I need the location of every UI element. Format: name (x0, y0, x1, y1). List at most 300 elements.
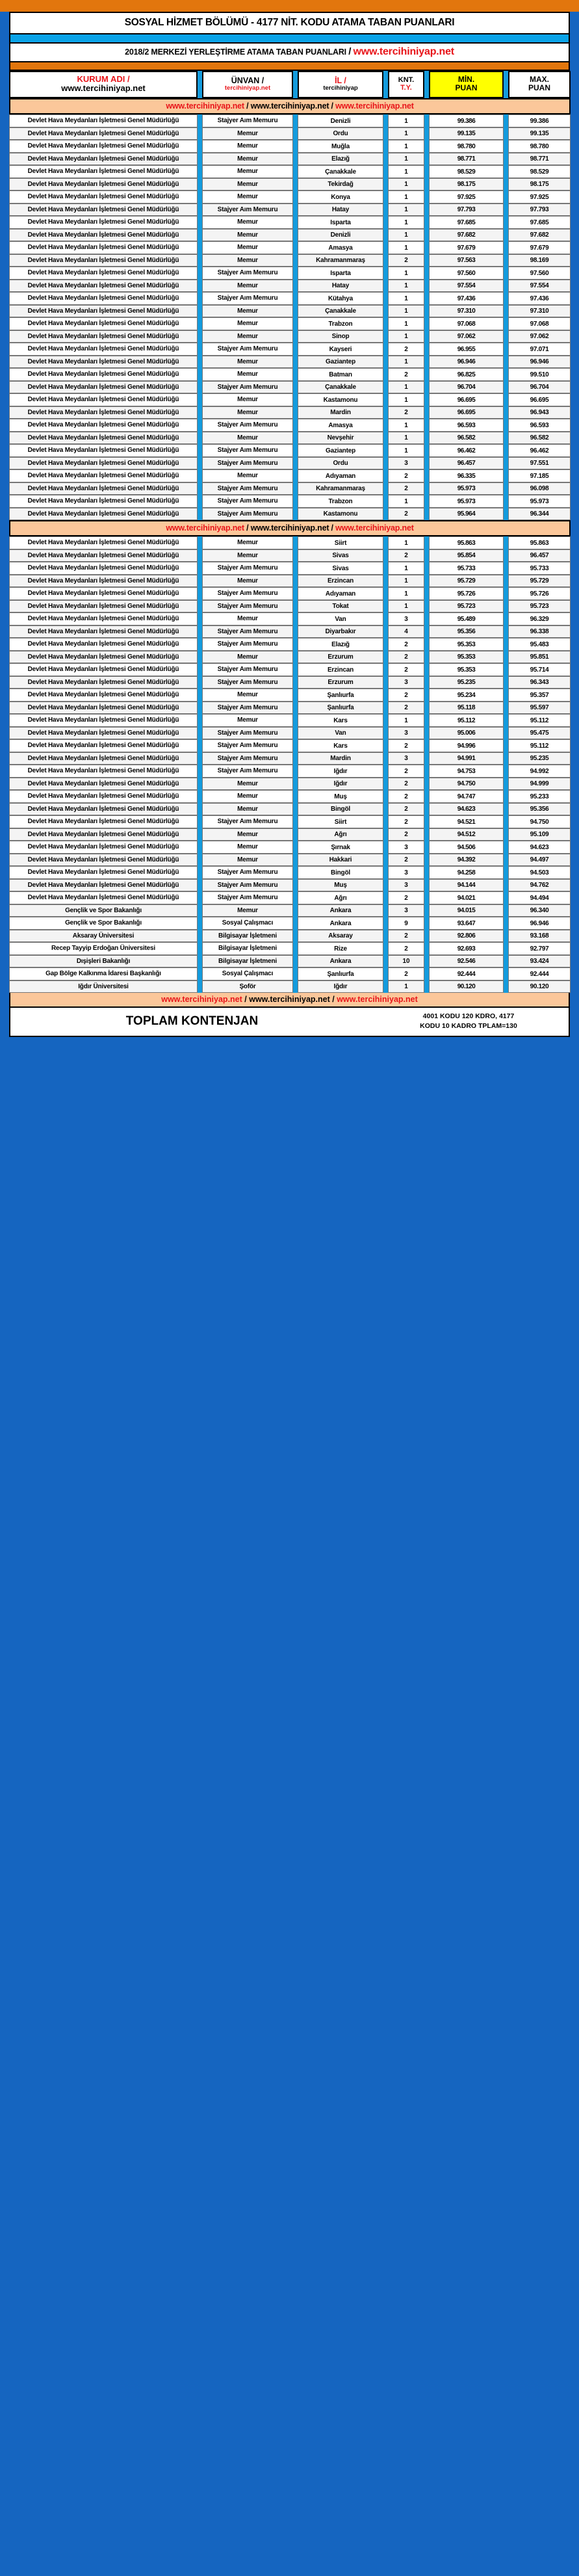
cell-min-puan: 96.457 (429, 457, 504, 470)
cell-unvan: Stajyer Aım Memuru (202, 508, 293, 521)
cell-il: Şırnak (298, 841, 383, 854)
cell-min-puan: 96.335 (429, 469, 504, 482)
cell-il: Ağrı (298, 828, 383, 841)
table-row[interactable] (9, 891, 571, 904)
ad-banner-bottom[interactable] (9, 993, 570, 1008)
column-separator (198, 714, 202, 727)
cell-kurum-adi: Devlet Hava Meydanları İşletmesi Genel Müdürlüğü (9, 778, 198, 791)
table-row[interactable] (9, 942, 571, 955)
table-row[interactable] (9, 254, 571, 267)
table-row[interactable] (9, 508, 571, 521)
table-row[interactable] (9, 879, 571, 892)
column-separator (198, 930, 202, 943)
table-row[interactable] (9, 625, 571, 638)
table-row[interactable] (9, 917, 571, 930)
cell-min-puan: 94.506 (429, 841, 504, 854)
column-separator (424, 612, 429, 625)
column-separator (383, 778, 388, 791)
column-separator (293, 854, 298, 867)
column-separator (198, 575, 202, 588)
cell-min-puan: 95.112 (429, 714, 504, 727)
cell-unvan: Memur (202, 241, 293, 254)
cell-il: Çanakkale (298, 165, 383, 178)
column-separator (198, 71, 202, 99)
table-row[interactable] (9, 803, 571, 816)
column-separator (424, 127, 429, 140)
cell-min-puan: 97.436 (429, 292, 504, 305)
column-separator (424, 638, 429, 651)
column-separator (198, 191, 202, 204)
column-separator (424, 587, 429, 600)
column-separator (198, 790, 202, 803)
cell-min-puan: 95.489 (429, 612, 504, 625)
column-separator (383, 292, 388, 305)
table-row[interactable] (9, 406, 571, 419)
table-row[interactable] (9, 216, 571, 229)
column-separator (424, 216, 429, 229)
cell-max-puan: 95.723 (508, 600, 571, 613)
column-separator (293, 254, 298, 267)
table-row[interactable] (9, 854, 571, 867)
cell-il: Aksaray (298, 930, 383, 943)
table-row[interactable] (9, 241, 571, 254)
total-quota-label: TOPLAM KONTENJAN (125, 1014, 259, 1028)
cell-unvan: Memur (202, 140, 293, 153)
column-separator (198, 612, 202, 625)
ad-link-1[interactable]: www.tercihiniyap.net (166, 101, 244, 111)
cell-kurum-adi: Devlet Hava Meydanları İşletmesi Genel Müdürlüğü (9, 879, 198, 892)
cell-kontenjan: 2 (388, 790, 424, 803)
table-row[interactable] (9, 114, 571, 127)
column-separator (424, 778, 429, 791)
cell-max-puan: 97.062 (508, 330, 571, 343)
column-separator (383, 178, 388, 191)
total-quota-bar (9, 1008, 570, 1036)
column-separator (504, 153, 508, 166)
cell-il: Hatay (298, 204, 383, 217)
cell-max-puan: 94.623 (508, 841, 571, 854)
table-row[interactable] (9, 229, 571, 242)
cell-min-puan: 94.747 (429, 790, 504, 803)
table-row[interactable] (9, 752, 571, 765)
table-row[interactable] (9, 815, 571, 828)
cell-unvan: Memur (202, 254, 293, 267)
table-row[interactable] (9, 600, 571, 613)
table-row[interactable] (9, 828, 571, 841)
cell-min-puan: 94.753 (429, 765, 504, 778)
table-row[interactable] (9, 165, 571, 178)
table-row[interactable] (9, 444, 571, 457)
cell-max-puan: 99.510 (508, 368, 571, 381)
cell-max-puan: 98.175 (508, 178, 571, 191)
bottom-padding (0, 1037, 579, 1046)
table-row[interactable] (9, 393, 571, 406)
table-row[interactable] (9, 330, 571, 343)
cell-kurum-adi: Devlet Hava Meydanları İşletmesi Genel Müdürlüğü (9, 280, 198, 293)
cell-min-puan: 96.825 (429, 368, 504, 381)
table-row[interactable] (9, 127, 571, 140)
cell-il: Amasya (298, 241, 383, 254)
cell-max-puan: 93.168 (508, 930, 571, 943)
cell-min-puan: 95.356 (429, 625, 504, 638)
table-row[interactable] (9, 980, 571, 993)
cell-il: Gaziantep (298, 356, 383, 369)
ad-link-2[interactable]: www.tercihiniyap.net (250, 523, 329, 533)
cell-unvan: Memur (202, 803, 293, 816)
column-separator (383, 790, 388, 803)
column-separator (198, 879, 202, 892)
column-separator (198, 267, 202, 280)
cell-unvan: Memur (202, 317, 293, 330)
cell-il: Ordu (298, 457, 383, 470)
table-row[interactable] (9, 778, 571, 791)
table-row[interactable] (9, 305, 571, 318)
cell-max-puan: 95.109 (508, 828, 571, 841)
cell-min-puan: 96.695 (429, 406, 504, 419)
table-row[interactable] (9, 562, 571, 575)
ad-link-3[interactable]: www.tercihiniyap.net (335, 101, 414, 111)
column-separator (293, 317, 298, 330)
table-row[interactable] (9, 727, 571, 740)
column-separator (293, 114, 298, 127)
column-separator (424, 866, 429, 879)
cell-kontenjan: 1 (388, 178, 424, 191)
table-row[interactable] (9, 702, 571, 715)
cell-kontenjan: 2 (388, 638, 424, 651)
cell-min-puan: 96.955 (429, 343, 504, 356)
column-separator (504, 280, 508, 293)
column-separator (383, 917, 388, 930)
cell-min-puan: 97.554 (429, 280, 504, 293)
column-separator (198, 651, 202, 664)
column-separator (424, 967, 429, 980)
cell-kontenjan: 2 (388, 803, 424, 816)
cell-max-puan: 96.329 (508, 612, 571, 625)
cell-il: Tokat (298, 600, 383, 613)
table-row[interactable] (9, 482, 571, 495)
cell-il: Van (298, 612, 383, 625)
column-separator (504, 482, 508, 495)
column-separator (293, 368, 298, 381)
header-row (9, 71, 571, 99)
column-separator (504, 549, 508, 562)
cell-il: Trabzon (298, 317, 383, 330)
cell-min-puan: 94.392 (429, 854, 504, 867)
column-separator (383, 803, 388, 816)
cell-kontenjan: 1 (388, 432, 424, 445)
cell-max-puan: 92.797 (508, 942, 571, 955)
column-separator (424, 241, 429, 254)
column-separator (383, 191, 388, 204)
cell-unvan: Memur (202, 790, 293, 803)
ad-link-2[interactable]: www.tercihiniyap.net (249, 995, 330, 1005)
column-separator (383, 330, 388, 343)
table-row[interactable] (9, 638, 571, 651)
cell-il: Isparta (298, 216, 383, 229)
table-row[interactable] (9, 676, 571, 689)
cell-kurum-adi: Devlet Hava Meydanları İşletmesi Genel Müdürlüğü (9, 406, 198, 419)
column-separator (198, 967, 202, 980)
column-separator (383, 854, 388, 867)
cell-kurum-adi: Devlet Hava Meydanları İşletmesi Genel Müdürlüğü (9, 651, 198, 664)
table-row[interactable] (9, 204, 571, 217)
ad-link-2[interactable]: www.tercihiniyap.net (250, 101, 329, 111)
cell-min-puan: 99.386 (429, 114, 504, 127)
column-separator (504, 127, 508, 140)
column-separator (293, 828, 298, 841)
cell-il: Elazığ (298, 638, 383, 651)
column-separator (424, 600, 429, 613)
column-header-kurum[interactable] (9, 71, 198, 99)
cell-min-puan: 92.444 (429, 967, 504, 980)
cell-il: Siirt (298, 536, 383, 549)
column-header-unvan[interactable] (202, 71, 293, 99)
table-row[interactable] (9, 267, 571, 280)
column-separator (293, 651, 298, 664)
column-separator (383, 955, 388, 968)
table-row[interactable] (9, 457, 571, 470)
column-separator (293, 71, 298, 99)
cell-kurum-adi: Devlet Hava Meydanları İşletmesi Genel Müdürlüğü (9, 790, 198, 803)
cell-unvan: Memur (202, 828, 293, 841)
column-separator (198, 508, 202, 521)
table-row[interactable] (9, 955, 571, 968)
cell-max-puan: 97.310 (508, 305, 571, 318)
table-row[interactable] (9, 790, 571, 803)
cell-unvan: Memur (202, 330, 293, 343)
cell-min-puan: 96.695 (429, 393, 504, 406)
cell-unvan: Memur (202, 904, 293, 917)
column-separator (198, 815, 202, 828)
ad-sep-1: / (242, 995, 250, 1005)
page-title: SOSYAL HİZMET BÖLÜMÜ - 4177 NİT. KODU ATAMA TABAN PUANLARI (9, 12, 570, 34)
cell-kontenjan: 1 (388, 536, 424, 549)
column-separator (198, 866, 202, 879)
column-separator (504, 368, 508, 381)
table-row[interactable] (9, 381, 571, 394)
cell-unvan: Stajyer Aım Memuru (202, 419, 293, 432)
cell-kontenjan: 1 (388, 191, 424, 204)
cell-max-puan: 95.357 (508, 689, 571, 702)
column-separator (293, 178, 298, 191)
column-separator (504, 930, 508, 943)
cell-max-puan: 95.863 (508, 536, 571, 549)
cell-min-puan: 94.750 (429, 778, 504, 791)
column-header-max-puan[interactable] (508, 71, 571, 99)
column-separator (383, 71, 388, 99)
cell-max-puan: 96.695 (508, 393, 571, 406)
cell-unvan: Memur (202, 153, 293, 166)
column-separator (198, 904, 202, 917)
cell-kontenjan: 3 (388, 727, 424, 740)
cell-unvan: Sosyal Çalışmacı (202, 917, 293, 930)
ad-banner-cell[interactable] (9, 520, 571, 536)
cell-kontenjan: 2 (388, 343, 424, 356)
subtitle-site-link[interactable]: www.tercihiniyap.net (353, 46, 454, 57)
table-row[interactable] (9, 739, 571, 752)
column-separator (293, 444, 298, 457)
table-row[interactable] (9, 663, 571, 676)
column-separator (293, 689, 298, 702)
column-separator (504, 714, 508, 727)
cell-max-puan: 94.494 (508, 891, 571, 904)
column-separator (504, 406, 508, 419)
cell-il: Çanakkale (298, 305, 383, 318)
column-separator (293, 942, 298, 955)
table-row[interactable] (9, 469, 571, 482)
kurum-header-line2: www.tercihiniyap.net (61, 83, 146, 94)
cell-kurum-adi: Devlet Hava Meydanları İşletmesi Genel Müdürlüğü (9, 482, 198, 495)
ad-sep-1: / (244, 523, 251, 533)
column-separator (198, 368, 202, 381)
column-separator (383, 714, 388, 727)
cell-kurum-adi: Devlet Hava Meydanları İşletmesi Genel Müdürlüğü (9, 536, 198, 549)
cell-kontenjan: 1 (388, 980, 424, 993)
cell-kurum-adi: Gençlik ve Spor Bakanlığı (9, 917, 198, 930)
table-row[interactable] (9, 368, 571, 381)
column-separator (424, 356, 429, 369)
cell-il: Muş (298, 879, 383, 892)
column-separator (198, 562, 202, 575)
column-separator (504, 508, 508, 521)
column-separator (504, 575, 508, 588)
quota-codes-line1: 4001 KODU 120 KDRO, 4177 (422, 1012, 515, 1021)
table-row[interactable] (9, 356, 571, 369)
cell-kontenjan: 1 (388, 600, 424, 613)
cell-il: Tekirdağ (298, 178, 383, 191)
column-separator (198, 292, 202, 305)
table-row[interactable] (9, 866, 571, 879)
cell-min-puan: 90.120 (429, 980, 504, 993)
table-row[interactable] (9, 536, 571, 549)
cell-kontenjan: 2 (388, 891, 424, 904)
table-row[interactable] (9, 930, 571, 943)
cell-max-puan: 95.973 (508, 495, 571, 508)
cell-il: Muş (298, 790, 383, 803)
column-header-il[interactable] (298, 71, 383, 99)
table-row[interactable] (9, 651, 571, 664)
cell-kurum-adi: Devlet Hava Meydanları İşletmesi Genel Müdürlüğü (9, 368, 198, 381)
column-separator (383, 980, 388, 993)
table-row[interactable] (9, 191, 571, 204)
cell-kurum-adi: Devlet Hava Meydanları İşletmesi Genel Müdürlüğü (9, 343, 198, 356)
table-row[interactable] (9, 317, 571, 330)
table-row[interactable] (9, 714, 571, 727)
cell-il: Rize (298, 942, 383, 955)
cell-unvan: Stajyer Aım Memuru (202, 638, 293, 651)
table-row[interactable] (9, 689, 571, 702)
cell-max-puan: 96.593 (508, 419, 571, 432)
table-row[interactable] (9, 495, 571, 508)
cell-unvan: Memur (202, 280, 293, 293)
ad-link-3[interactable]: www.tercihiniyap.net (337, 995, 418, 1005)
cell-kontenjan: 2 (388, 828, 424, 841)
column-separator (383, 663, 388, 676)
ad-banner-cell[interactable] (9, 98, 571, 114)
column-separator (293, 891, 298, 904)
cell-kurum-adi: Devlet Hava Meydanları İşletmesi Genel Müdürlüğü (9, 828, 198, 841)
table-row[interactable] (9, 140, 571, 153)
column-separator (504, 356, 508, 369)
cell-kurum-adi: Devlet Hava Meydanları İşletmesi Genel Müdürlüğü (9, 469, 198, 482)
cell-kurum-adi: Devlet Hava Meydanları İşletmesi Genel Müdürlüğü (9, 432, 198, 445)
cell-max-puan: 95.729 (508, 575, 571, 588)
cell-min-puan: 94.258 (429, 866, 504, 879)
table-row[interactable] (9, 841, 571, 854)
unvan-header-line2: tercihiniyap.net (224, 85, 271, 92)
table-row[interactable] (9, 575, 571, 588)
column-separator (424, 393, 429, 406)
cell-unvan: Memur (202, 216, 293, 229)
table-row[interactable] (9, 292, 571, 305)
column-separator (424, 625, 429, 638)
cell-kurum-adi: Devlet Hava Meydanları İşletmesi Genel Müdürlüğü (9, 317, 198, 330)
table-row[interactable] (9, 432, 571, 445)
ad-banner-middle[interactable] (9, 520, 571, 536)
cell-kontenjan: 1 (388, 562, 424, 575)
column-separator (293, 752, 298, 765)
cell-unvan: Stajyer Aım Memuru (202, 625, 293, 638)
cell-min-puan: 94.996 (429, 739, 504, 752)
column-separator (504, 955, 508, 968)
column-separator (383, 625, 388, 638)
cell-unvan: Memur (202, 536, 293, 549)
table-row[interactable] (9, 549, 571, 562)
ad-link-3[interactable]: www.tercihiniyap.net (335, 523, 414, 533)
cell-unvan: Memur (202, 356, 293, 369)
column-separator (383, 891, 388, 904)
table-row[interactable] (9, 178, 571, 191)
cell-il: Ankara (298, 917, 383, 930)
column-header-knt[interactable] (388, 71, 424, 99)
cell-min-puan: 96.593 (429, 419, 504, 432)
cell-min-puan: 95.733 (429, 562, 504, 575)
cell-max-puan: 96.098 (508, 482, 571, 495)
ad-link-1[interactable]: www.tercihiniyap.net (166, 523, 244, 533)
table-row[interactable] (9, 967, 571, 980)
cell-min-puan: 98.771 (429, 153, 504, 166)
column-separator (424, 676, 429, 689)
column-separator (293, 241, 298, 254)
column-separator (424, 381, 429, 394)
table-row[interactable] (9, 280, 571, 293)
table-row[interactable] (9, 765, 571, 778)
column-separator (424, 114, 429, 127)
column-separator (424, 942, 429, 955)
table-row[interactable] (9, 587, 571, 600)
table-row[interactable] (9, 153, 571, 166)
cell-il: Kayseri (298, 343, 383, 356)
cell-il: Siirt (298, 815, 383, 828)
column-separator (293, 841, 298, 854)
ad-link-1[interactable]: www.tercihiniyap.net (161, 995, 242, 1005)
table-row[interactable] (9, 904, 571, 917)
column-separator (383, 612, 388, 625)
column-header-min-puan[interactable] (429, 71, 504, 99)
cell-unvan: Memur (202, 689, 293, 702)
column-separator (424, 343, 429, 356)
column-separator (504, 178, 508, 191)
table-row[interactable] (9, 419, 571, 432)
cell-kontenjan: 2 (388, 778, 424, 791)
cell-unvan: Stajyer Aım Memuru (202, 676, 293, 689)
column-separator (383, 419, 388, 432)
cell-min-puan: 97.068 (429, 317, 504, 330)
table-row[interactable] (9, 612, 571, 625)
table-row[interactable] (9, 343, 571, 356)
column-separator (293, 393, 298, 406)
cell-kontenjan: 1 (388, 587, 424, 600)
